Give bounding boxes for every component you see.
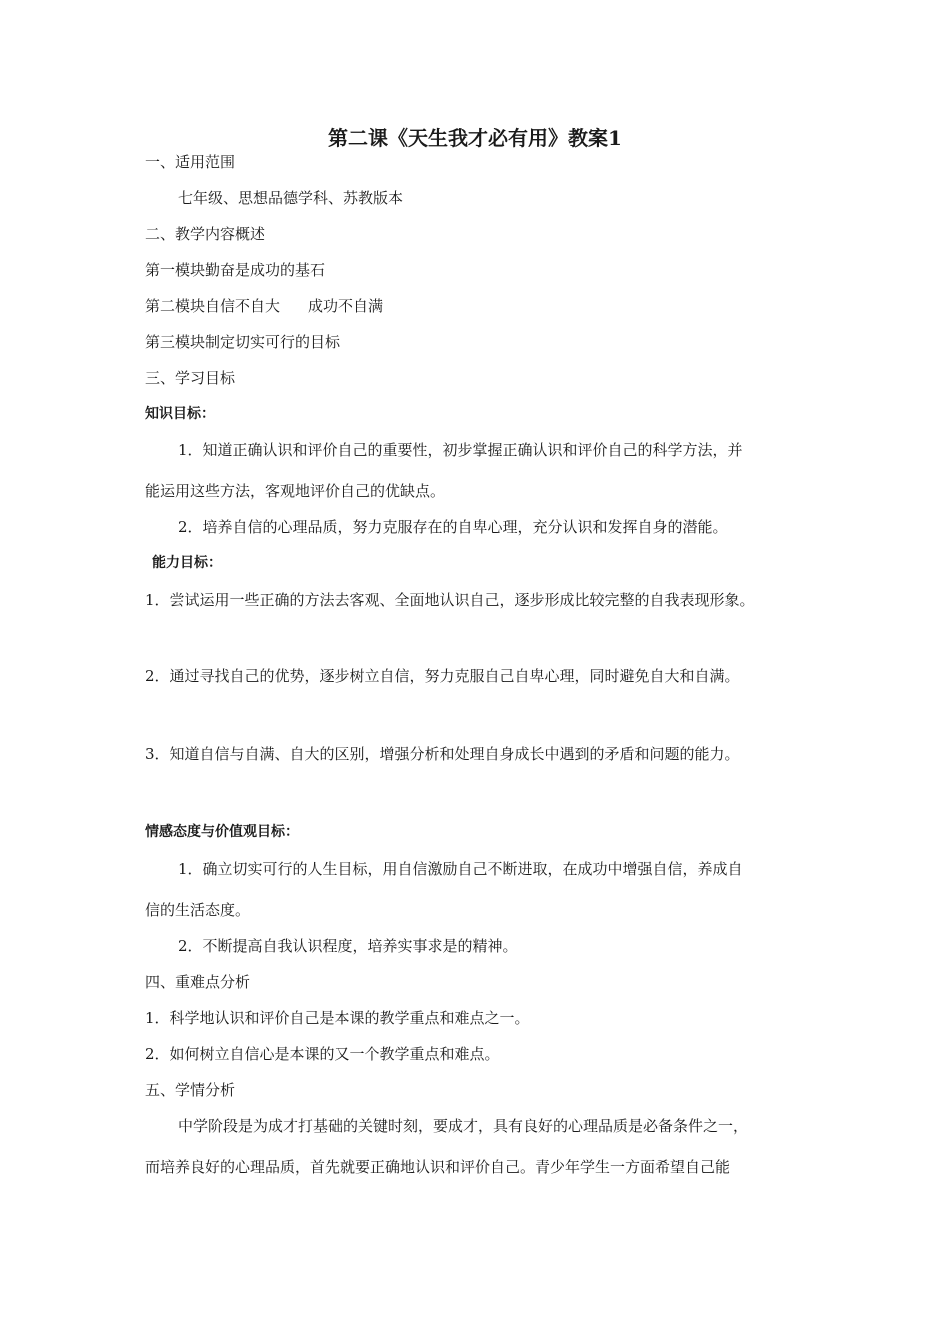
- knowledge-goal-2: 2．培养自信的心理品质，努力克服存在的自卑心理，充分认识和发挥自身的潜能。: [178, 518, 728, 536]
- ability-goal-1: 1．尝试运用一些正确的方法去客观、全面地认识自己，逐步形成比较完整的自我表现形象。: [145, 591, 755, 609]
- key-point-1: 1．科学地认识和评价自己是本课的教学重点和难点之一。: [145, 1009, 530, 1027]
- emotion-goal-1-line-2: 信的生活态度。: [145, 901, 251, 919]
- ability-goal-3: 3．知道自信与自满、自大的区别，增强分析和处理自身成长中遇到的矛盾和问题的能力。: [145, 745, 740, 763]
- key-point-2: 2．如何树立自信心是本课的又一个教学重点和难点。: [145, 1045, 500, 1063]
- knowledge-goal-1-line-1: 1．知道正确认识和评价自己的重要性，初步掌握正确认识和评价自己的科学方法，并: [178, 441, 743, 459]
- section-heading-scope: 一、适用范围: [145, 153, 236, 171]
- section-heading-key-points: 四、重难点分析: [145, 973, 251, 991]
- module-2-part-a: 第二模块自信不自大: [145, 297, 281, 315]
- emotion-goals-heading: 情感态度与价值观目标：: [145, 824, 299, 840]
- section-heading-goals: 三、学习目标: [145, 369, 236, 387]
- ability-goal-2: 2．通过寻找自己的优势，逐步树立自信，努力克服自己自卑心理，同时避免自大和自满。: [145, 667, 740, 685]
- emotion-goal-1-line-1: 1．确立切实可行的人生目标，用自信激励自己不断进取，在成功中增强自信，养成自: [178, 860, 743, 878]
- scope-text: 七年级、思想品德学科、苏教版本: [178, 189, 404, 207]
- emotion-goal-2: 2．不断提高自我认识程度，培养实事求是的精神。: [178, 937, 518, 955]
- module-3: 第三模块制定切实可行的目标: [145, 333, 341, 351]
- document-title: 第二课《天生我才必有用》教案1: [328, 126, 622, 150]
- ability-goals-heading: 能力目标：: [152, 555, 222, 571]
- knowledge-goal-1-line-2: 能运用这些方法，客观地评价自己的优缺点。: [145, 482, 446, 500]
- module-2-part-b: 成功不自满: [308, 297, 384, 315]
- section-heading-learner-analysis: 五、学情分析: [145, 1081, 236, 1099]
- learner-analysis-line-1: 中学阶段是为成才打基础的关键时刻，要成才，具有良好的心理品质是必备条件之一，: [178, 1117, 749, 1135]
- learner-analysis-line-2: 而培养良好的心理品质，首先就要正确地认识和评价自己。青少年学生一方面希望自己能: [145, 1158, 731, 1176]
- knowledge-goals-heading: 知识目标：: [145, 406, 215, 422]
- module-1: 第一模块勤奋是成功的基石: [145, 261, 326, 279]
- module-2: [145, 296, 383, 316]
- section-heading-content: 二、教学内容概述: [145, 225, 266, 243]
